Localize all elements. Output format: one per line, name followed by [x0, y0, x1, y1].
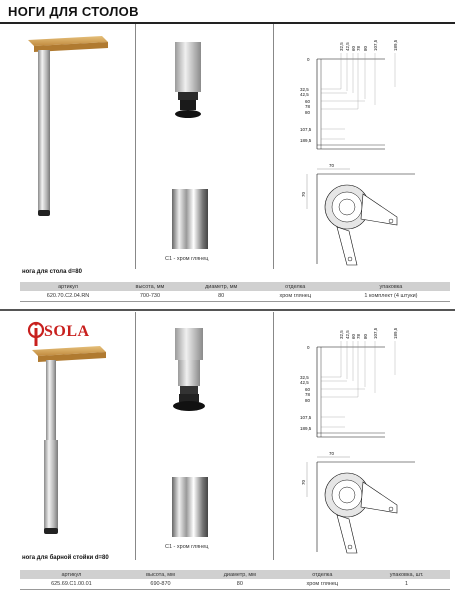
dim-top-3: 60: [351, 45, 356, 51]
spec-header-row-2: [20, 570, 450, 579]
divider-3: [135, 312, 136, 560]
cell-height-2: 690-870: [123, 579, 198, 590]
bar-leg-image: [20, 342, 115, 542]
col-height-2: высота, мм: [123, 570, 198, 579]
technical-drawing-2: [285, 317, 450, 557]
col-diameter-2: диаметр, мм: [198, 570, 281, 579]
finish-caption: C1 - хром глянец: [165, 256, 209, 262]
dim2-side-6: 107,5: [300, 415, 312, 420]
table-row: [20, 291, 450, 302]
col-height: высота, мм: [116, 282, 184, 291]
dim2-top-3: 60: [351, 333, 356, 339]
dim-top-7: 189,5: [393, 39, 398, 51]
dim-side-3: 60: [305, 99, 311, 104]
dim-side-7: 189,5: [300, 138, 312, 143]
spec-header-row: [20, 282, 450, 291]
dim2-top-1: 32,5: [339, 330, 344, 339]
dim-side-1: 32,5: [300, 87, 309, 92]
dim2-side-3: 60: [305, 387, 311, 392]
col-finish: отделка: [259, 282, 332, 291]
dim-zero-top: 0: [307, 57, 310, 62]
dim-side-2: 42,5: [300, 92, 309, 97]
col-article-2: артикул: [20, 570, 123, 579]
spec-table: [20, 282, 450, 302]
chrome-swatch-2: [170, 477, 210, 537]
height-adjuster-image: [165, 328, 215, 428]
spec-table-2: [20, 570, 450, 590]
dim2-top-2: 42,5: [345, 330, 350, 339]
cell-finish-2: хром глянец: [281, 579, 363, 590]
dim-top-5: 80: [363, 45, 368, 51]
dim2-corner-y: 70: [301, 479, 306, 485]
section-table-leg: [0, 24, 455, 309]
dim2-top-4: 78: [356, 333, 361, 339]
dim2-side-2: 42,5: [300, 380, 309, 385]
table-row: [20, 579, 450, 590]
dim2-side-4: 78: [305, 392, 311, 397]
dim2-top-5: 80: [363, 333, 368, 339]
dim-side-6: 107,5: [300, 127, 312, 132]
cell-article-2: 625.69.C1.00.01: [20, 579, 123, 590]
dim2-side-7: 189,5: [300, 426, 312, 431]
dim2-side-5: 80: [305, 398, 311, 403]
dim-top-2: 42,5: [345, 42, 350, 51]
cell-article: 620.70.C2.04.RN: [20, 291, 116, 302]
divider-2: [273, 24, 274, 269]
cell-finish: хром глянец: [259, 291, 332, 302]
section-bar-leg: [0, 312, 455, 600]
technical-drawing: [285, 29, 450, 269]
dim-side-5: 80: [305, 110, 311, 115]
cell-pack-2: 1: [363, 579, 450, 590]
product-subtitle-2: нога для барной стойки d=80: [22, 555, 109, 561]
section-divider: [0, 309, 455, 311]
cell-diameter-2: 80: [198, 579, 281, 590]
page-header: [0, 0, 455, 24]
logo-text: SOLA: [44, 323, 90, 340]
divider-4: [273, 312, 274, 560]
finish-caption-2: C1 - хром глянец: [165, 544, 209, 550]
cell-pack: 1 комплект (4 штуки): [332, 291, 450, 302]
dim2-side-1: 32,5: [300, 375, 309, 380]
cell-diameter: 80: [184, 291, 259, 302]
page-title: НОГИ ДЛЯ СТОЛОВ: [8, 4, 139, 19]
col-diameter: диаметр, мм: [184, 282, 259, 291]
cell-height: 700-730: [116, 291, 184, 302]
dim2-top-7: 189,5: [393, 327, 398, 339]
chrome-swatch: [170, 189, 210, 249]
product-subtitle: нога для стола d=80: [22, 269, 82, 275]
dim-top-4: 78: [356, 45, 361, 51]
dim2-top-6: 107,5: [373, 327, 378, 339]
col-pack-2: упаковка, шт.: [363, 570, 450, 579]
col-finish-2: отделка: [281, 570, 363, 579]
dim-zero-top-2: 0: [307, 345, 310, 350]
dim2-corner-x: 70: [329, 451, 335, 456]
dim-side-4: 78: [305, 104, 311, 109]
dim-corner-y: 70: [301, 191, 306, 197]
table-leg-image: [20, 32, 115, 222]
adjuster-image: [165, 42, 210, 142]
col-pack: упаковка: [332, 282, 450, 291]
divider-1: [135, 24, 136, 269]
col-article: артикул: [20, 282, 116, 291]
dim-top-1: 32,5: [339, 42, 344, 51]
dim-corner-x: 70: [329, 163, 335, 168]
dim-top-6: 107,5: [373, 39, 378, 51]
